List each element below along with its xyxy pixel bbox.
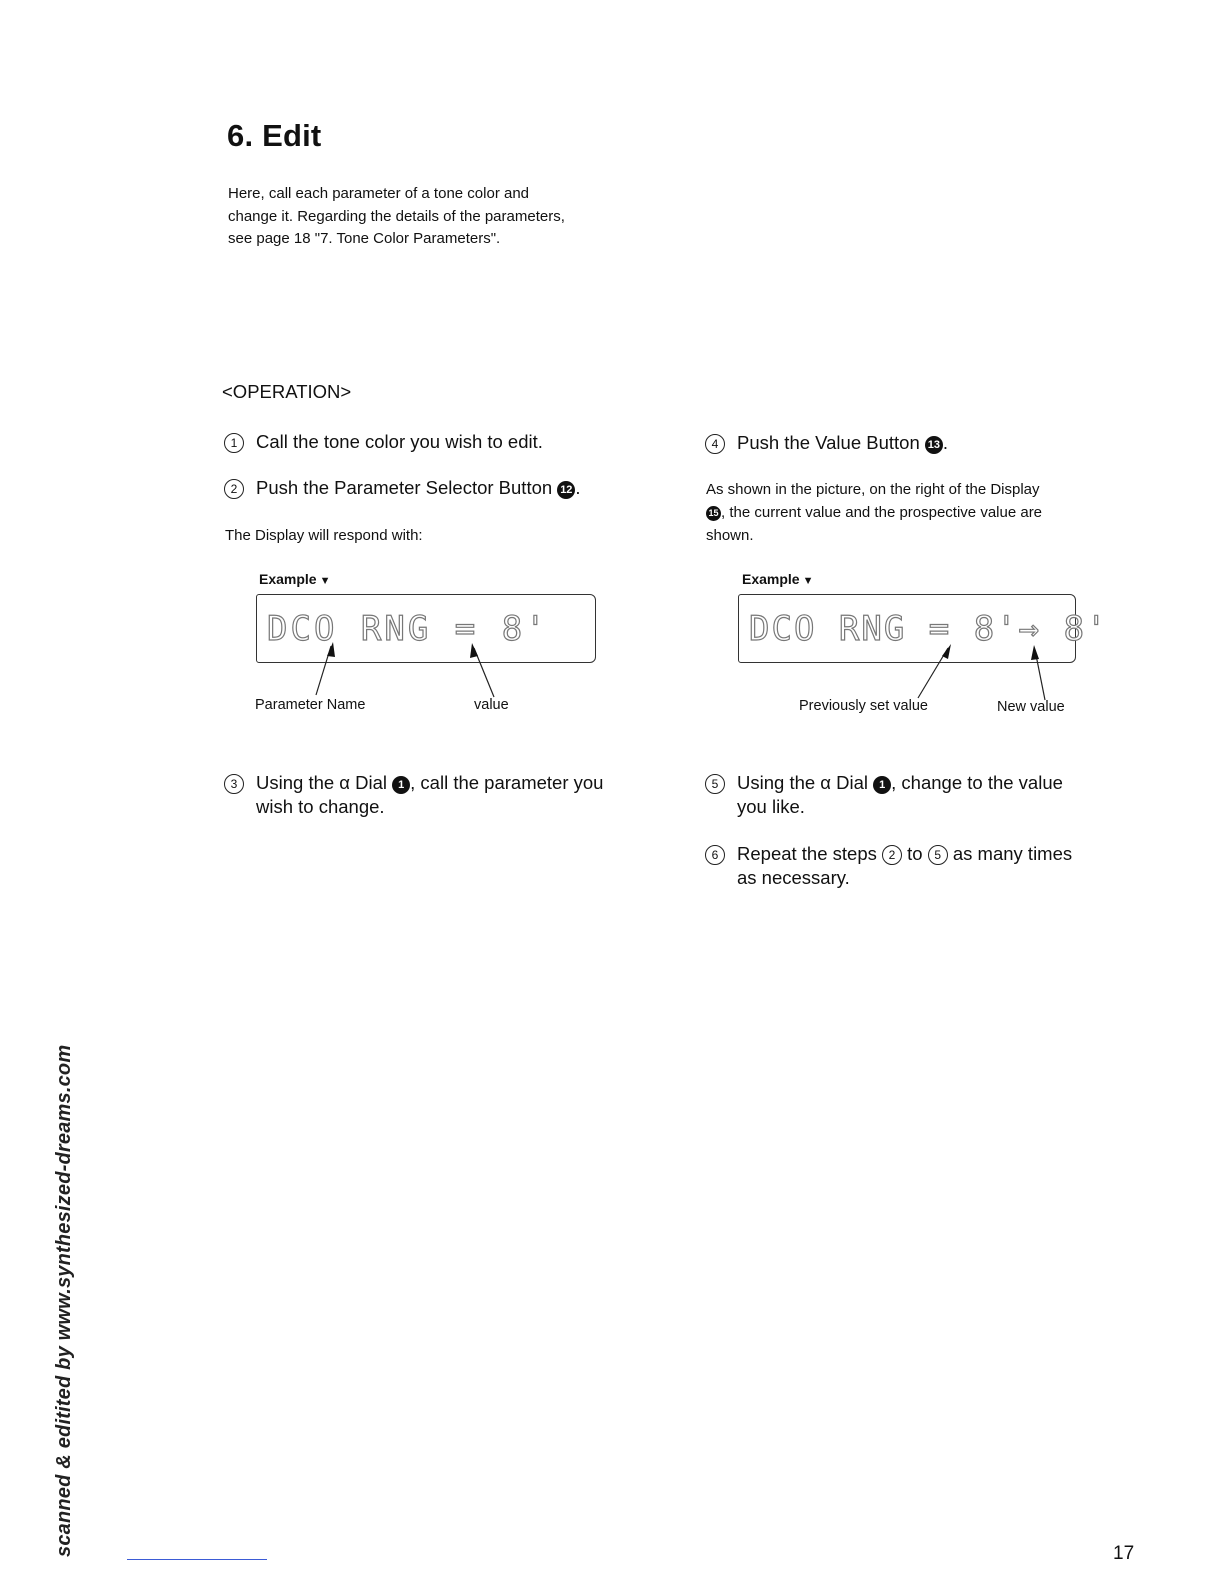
step-text: Push the Value Button bbox=[737, 432, 920, 453]
step-number: 5 bbox=[705, 774, 725, 794]
step-number: 3 bbox=[224, 774, 244, 794]
intro-line: see page 18 "7. Tone Color Parameters". bbox=[228, 230, 501, 247]
value-note-line: As shown in the picture, on the right of the Display bbox=[706, 481, 1040, 498]
example-label-text: Example bbox=[742, 571, 800, 587]
step-text: Using the α Dial bbox=[256, 772, 387, 793]
step-text: , change to the value bbox=[891, 772, 1063, 793]
page-title: 6. Edit bbox=[227, 118, 322, 153]
step-text: , call the parameter you bbox=[410, 772, 604, 793]
operation-heading: <OPERATION> bbox=[222, 381, 352, 402]
step-text: Call the tone color you wish to edit. bbox=[256, 431, 543, 452]
step-ref-from: 2 bbox=[882, 845, 902, 865]
display-ref-badge: 15 bbox=[706, 506, 721, 521]
lcd-readout: DCO RNG = 8'→ 8' bbox=[749, 609, 1109, 649]
intro-line: change it. Regarding the details of the parameters, bbox=[228, 207, 565, 225]
value-note-line: shown. bbox=[706, 527, 754, 544]
step-text: Push the Parameter Selector Button bbox=[256, 477, 553, 498]
caption-new-value: New value bbox=[997, 699, 1065, 715]
step-text: as many times bbox=[952, 843, 1073, 864]
caption-value: value bbox=[474, 697, 509, 713]
arrowhead-parameter-name bbox=[327, 642, 335, 657]
step-text: to bbox=[907, 843, 923, 864]
button-ref-badge: 13 bbox=[925, 436, 943, 454]
step-ref-to: 5 bbox=[928, 845, 948, 865]
example-label-text: Example bbox=[259, 571, 317, 587]
step-text-line2: you like. bbox=[737, 795, 805, 817]
step-number: 1 bbox=[224, 433, 244, 453]
sidebar-credit: scanned & editited by www.synthesized-dreams.com bbox=[53, 1044, 75, 1557]
step-number: 2 bbox=[224, 479, 244, 499]
arrowhead-new-value bbox=[1031, 645, 1039, 660]
display-responds-text: The Display will respond with: bbox=[225, 527, 423, 544]
step-text-line2: as necessary. bbox=[737, 866, 850, 888]
caption-previous-value: Previously set value bbox=[799, 698, 928, 714]
step-number: 6 bbox=[705, 845, 725, 865]
punctuation: . bbox=[575, 477, 581, 498]
step-text: Repeat the steps bbox=[737, 843, 877, 864]
value-note-line: , the current value and the prospective value are bbox=[721, 504, 1043, 521]
arrowhead-value bbox=[470, 643, 478, 658]
footer-divider bbox=[127, 1559, 267, 1560]
down-triangle-icon: ▼ bbox=[802, 575, 814, 587]
down-triangle-icon: ▼ bbox=[319, 575, 331, 587]
punctuation: . bbox=[942, 432, 949, 453]
step-text-line2: wish to change. bbox=[256, 795, 385, 817]
lcd-readout: DCO RNG = 8' bbox=[267, 609, 549, 649]
dial-ref-badge: 1 bbox=[873, 776, 891, 794]
step-number: 4 bbox=[705, 434, 725, 454]
caption-parameter-name: Parameter Name bbox=[255, 697, 366, 713]
dial-ref-badge: 1 bbox=[392, 776, 410, 794]
button-ref-badge: 12 bbox=[557, 481, 575, 499]
step-text: Using the α Dial bbox=[737, 772, 868, 793]
page-number: 17 bbox=[1113, 1543, 1135, 1564]
intro-line: Here, call each parameter of a tone color and bbox=[228, 185, 530, 202]
